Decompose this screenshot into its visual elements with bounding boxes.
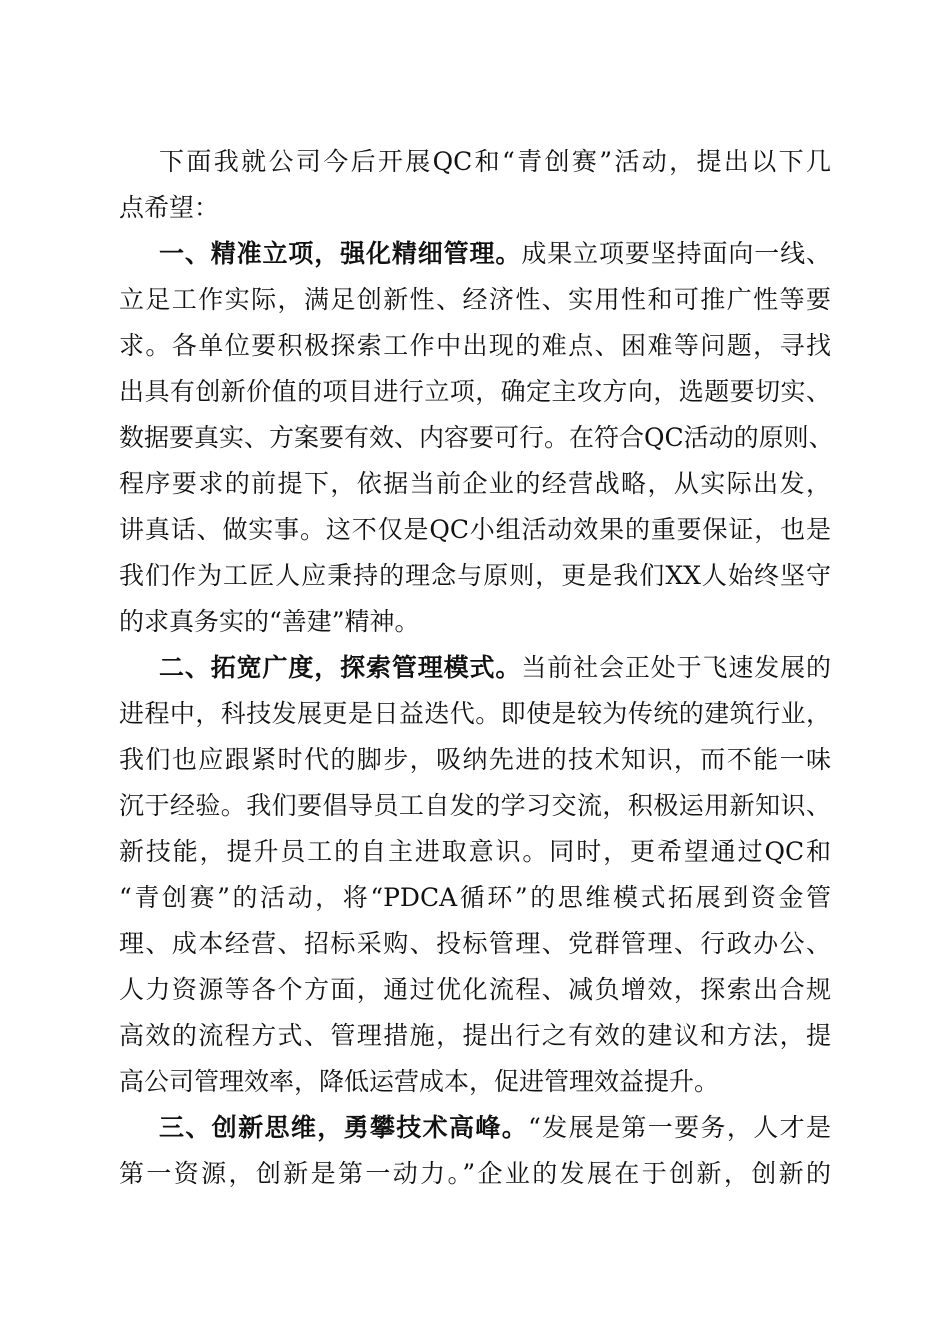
section1-line: 出具有创新价值的项目进行立项，确定主攻方向，选题要切实、 — [119, 377, 831, 406]
section2-line: 理、成本经营、招标采购、投标管理、党群管理、行政办公、 — [119, 929, 831, 958]
section1-line: 求。各单位要积极探索工作中出现的难点、困难等问题，寻找 — [119, 331, 831, 360]
intro-line-2: 点希望： — [119, 193, 220, 222]
section2-first-line-text: 当前社会正处于飞速发展的 — [521, 653, 831, 682]
section2-line: 我们也应跟紧时代的脚步，吸纳先进的技术知识，而不能一味 — [119, 745, 831, 774]
section1-first-line — [159, 229, 831, 279]
section3-first-line-text: “发展是第一要务，人才是 — [528, 1113, 831, 1142]
section3-heading: 三、创新思维，勇攀技术高峰。 — [159, 1113, 529, 1142]
section1-last-line: 的求真务实的“善建”精神。 — [119, 607, 420, 636]
section2-last-line: 高公司管理效率，降低运营成本，促进管理效益提升。 — [119, 1067, 720, 1096]
section2-line: “青创赛”的活动，将“PDCA循环”的思维模式拓展到资金管 — [119, 883, 831, 912]
intro-line-1: 下面我就公司今后开展QC和“青创赛”活动，提出以下几 — [159, 147, 831, 176]
section1-first-line-text: 成果立项要坚持面向一线、 — [521, 239, 831, 268]
section2-heading: 二、拓宽广度，探索管理模式。 — [159, 653, 522, 682]
section2-line: 进程中，科技发展更是日益迭代。即使是较为传统的建筑行业， — [119, 699, 831, 728]
section1-line: 数据要真实、方案要有效、内容要可行。在符合QC活动的原则、 — [119, 423, 834, 452]
section3-line: 第一资源，创新是第一动力。”企业的发展在于创新，创新的 — [119, 1159, 831, 1188]
section1-line: 我们作为工匠人应秉持的理念与原则，更是我们XX人始终坚守 — [119, 561, 831, 590]
section1-line: 程序要求的前提下，依据当前企业的经营战略，从实际出发， — [119, 469, 831, 498]
section2-line: 沉于经验。我们要倡导员工自发的学习交流，积极运用新知识、 — [119, 791, 831, 820]
section2-first-line — [159, 643, 831, 693]
section1-line: 讲真话、做实事。这不仅是QC小组活动效果的重要保证，也是 — [119, 515, 831, 544]
section1-line: 立足工作实际，满足创新性、经济性、实用性和可推广性等要 — [119, 285, 831, 314]
section2-line: 新技能，提升员工的自主进取意识。同时，更希望通过QC和 — [119, 837, 831, 866]
section2-line: 高效的流程方式、管理措施，提出行之有效的建议和方法，提 — [119, 1021, 831, 1050]
section2-line: 人力资源等各个方面，通过优化流程、减负增效，探索出合规 — [119, 975, 831, 1004]
section1-heading: 一、精准立项，强化精细管理。 — [159, 239, 522, 268]
section3-first-line — [159, 1103, 831, 1153]
